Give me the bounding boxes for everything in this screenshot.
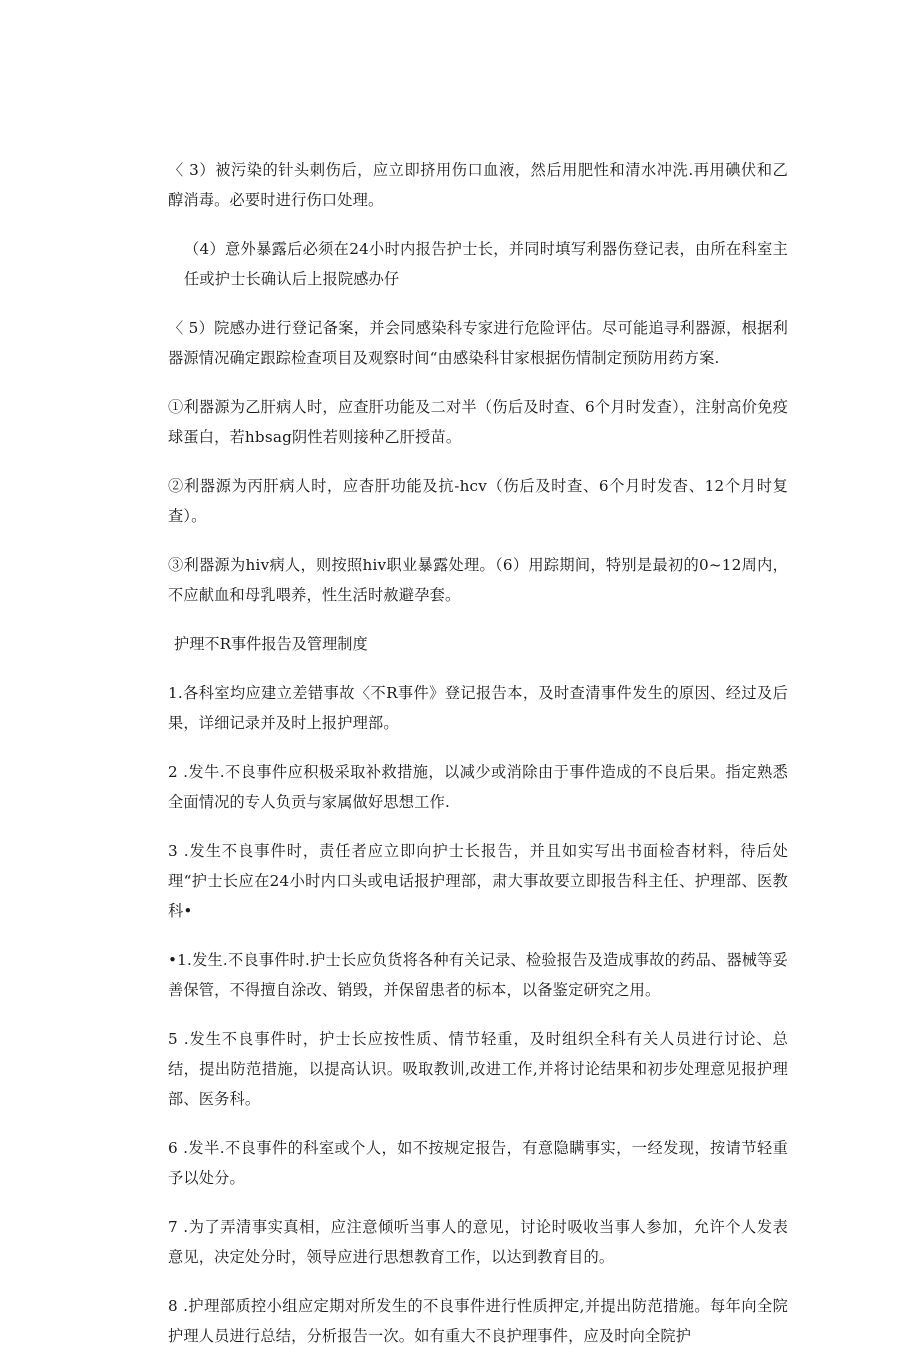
list-item: 6 .发半.不良事件的科室或个人，如不按规定报告，有意隐瞒事实，一经发现，按请节轻重予以处分。 [168,1139,788,1187]
list-item: 3 .发生不良事件时，责任者应立即向护士长报告，并且如实写出书面检杳材料，待后处理“护士长应在24小时内口头或电话报护理部，肃大事故要立即报告科主任、护理部、医教科• [168,842,788,920]
paragraph-risk-assessment: 〈 5）院感办进行登记备案，并会同感染科专家进行危险评估。尽可能追寻利器源，根据利器源情况确定跟踪检查项目及观察时间“由感染科甘家根据伤情制定预防用药方案. [168,319,788,367]
list-item: 8 .护理部质控小组应定期对所发生的不良事件进行性质押定,并提出防范措施。每年向全院护理人员进行总结，分析报告一次。如有重大不良护理事件，应及时向全院护 [168,1297,788,1345]
section-heading: 护理不R事件报告及管理制度 [174,635,368,653]
list-item: 5 .发生不良事件时，护士长应按性质、情节轻重，及时组织全科有关人员进行讨论、总结，提出防范措施，以提高认识。吸取教训,改进工作,并将讨论结果和初步处理意见报护理部、医务科。 [168,1030,788,1108]
list-item: 7 .为了弄清事实真相，应注意倾听当事人的意见，讨论时吸收当事人参加，允许个人发表意见，决定处分时，领导应进行思想教育工作，以达到教育目的。 [168,1218,788,1266]
paragraph-hiv: ③利器源为hiv病人，则按照hiv职业暴露处理。（6）用踪期间，特别是最初的0~12周内，不应献血和母乳喂养，性生活时赦避孕套。 [168,556,788,604]
document-page [168,155,788,1370]
list-item: •1.发生.不良事件时.护士长应负货将各种有关记录、检验报告及造成事故的药品、器械等妥善保管，不得擅自涂改、销毁，并保留患者的标本，以备鉴定研究之用。 [168,951,788,999]
list-item: 1.各科室均应建立差错事故〈不R事件》登记报告本，及时查清事件发生的原因、经过及后果，详细记录并及时上报护理部。 [168,684,788,732]
paragraph-needle-injury: 〈 3）被污染的针头刺伤后，应立即挤用伤口血液，然后用肥性和清水冲洗.再用碘伏和乙醇消毒。必要时进行伤口处理。 [168,161,788,209]
list-item: 2 .发牛.不良事件应积极采取补救措施，以减少或消除由于事件造成的不良后果。指定熟悉全面情况的专人负贡与家属做好思想工作. [168,763,788,811]
paragraph-exposure-report: （4）意外暴露后必须在24小时内报告护士长，并同时填写利器伤登记表，由所在科室主任或护士长确认后上报院感办仔 [184,240,788,288]
paragraph-hepatitis-c: ②利器源为丙肝病人时，应杳肝功能及抗-hcv（伤后及时查、6个月时发杳、12个月时复查）。 [168,477,788,525]
paragraph-hepatitis-b: ①利器源为乙肝病人时，应查肝功能及二对半（伤后及时查、6个月时发查），注射高价免疫球蛋白，若hbsag阴性若则接种乙肝授苗。 [168,398,788,446]
